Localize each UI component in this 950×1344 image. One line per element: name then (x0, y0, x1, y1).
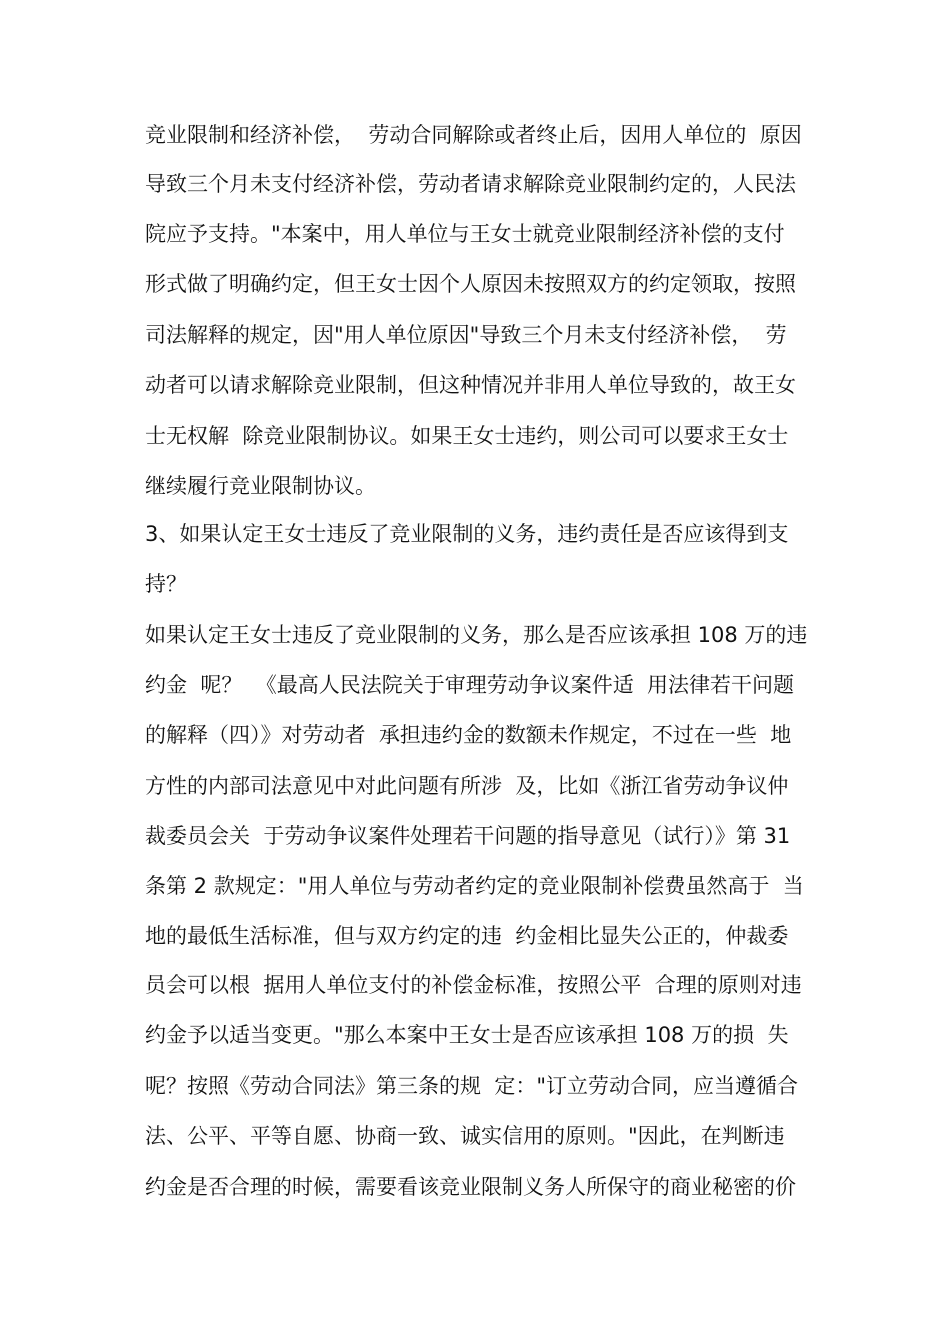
text-line: 约金 呢？ 《最高人民法院关于审理劳动争议案件适 用法律若干问题 (145, 673, 795, 697)
section-heading-line: 持？ (145, 572, 187, 596)
text-line: 的解释（四）》对劳动者 承担违约金的数额未作规定，不过在一些 地 (145, 723, 792, 747)
text-line: 竞业限制和经济补偿， 劳动合同解除或者终止后，因用人单位的 原因 (145, 123, 802, 147)
text-line: 地的最低生活标准，但与双方约定的违 约金相比显失公正的，仲裁委 (145, 924, 789, 948)
text-line: 约金是否合理的时候，需要看该竞业限制义务人所保守的商业秘密的价 (145, 1175, 796, 1199)
text-line: 约金予以适当变更。"那么本案中王女士是否应该承担 108 万的损 失 (145, 1023, 789, 1047)
text-line: 士无权解 除竞业限制协议。如果王女士违约，则公司可以要求王女士 (145, 424, 789, 448)
text-line: 方性的内部司法意见中对此问题有所涉 及，比如《浙江省劳动争议仲 (145, 774, 789, 798)
text-line: 裁委员会关 于劳动争议案件处理若干问题的指导意见（试行）》第 31 (145, 824, 791, 848)
text-line: 法、公平、平等自愿、协商一致、诚实信用的原则。"因此，在判断违 (145, 1124, 785, 1148)
text-line: 呢？按照《劳动合同法》第三条的规 定："订立劳动合同，应当遵循合 (145, 1074, 799, 1098)
text-line: 如果认定王女士违反了竞业限制的义务，那么是否应该承担 108 万的违 (145, 623, 808, 647)
text-line: 导致三个月未支付经济补偿，劳动者请求解除竞业限制约定的，人民法 (145, 172, 796, 196)
text-line: 动者可以请求解除竞业限制，但这种情况并非用人单位导致的，故王女 (145, 373, 796, 397)
text-line: 形式做了明确约定，但王女士因个人原因未按照双方的约定领取，按照 (145, 272, 796, 296)
text-line: 院应予支持。"本案中，用人单位与王女士就竞业限制经济补偿的支付 (145, 222, 785, 246)
text-line: 员会可以根 据用人单位支付的补偿金标准，按照公平 合理的原则对违 (145, 973, 802, 997)
text-line: 继续履行竞业限制协议。 (145, 474, 376, 498)
text-line: 条第 2 款规定："用人单位与劳动者约定的竞业限制补偿费虽然高于 当 (145, 874, 804, 898)
text-line: 司法解释的规定，因"用人单位原因"导致三个月未支付经济补偿， 劳 (145, 323, 787, 347)
section-heading-line: 3、如果认定王女士违反了竞业限制的义务，违约责任是否应该得到支 (145, 522, 789, 546)
